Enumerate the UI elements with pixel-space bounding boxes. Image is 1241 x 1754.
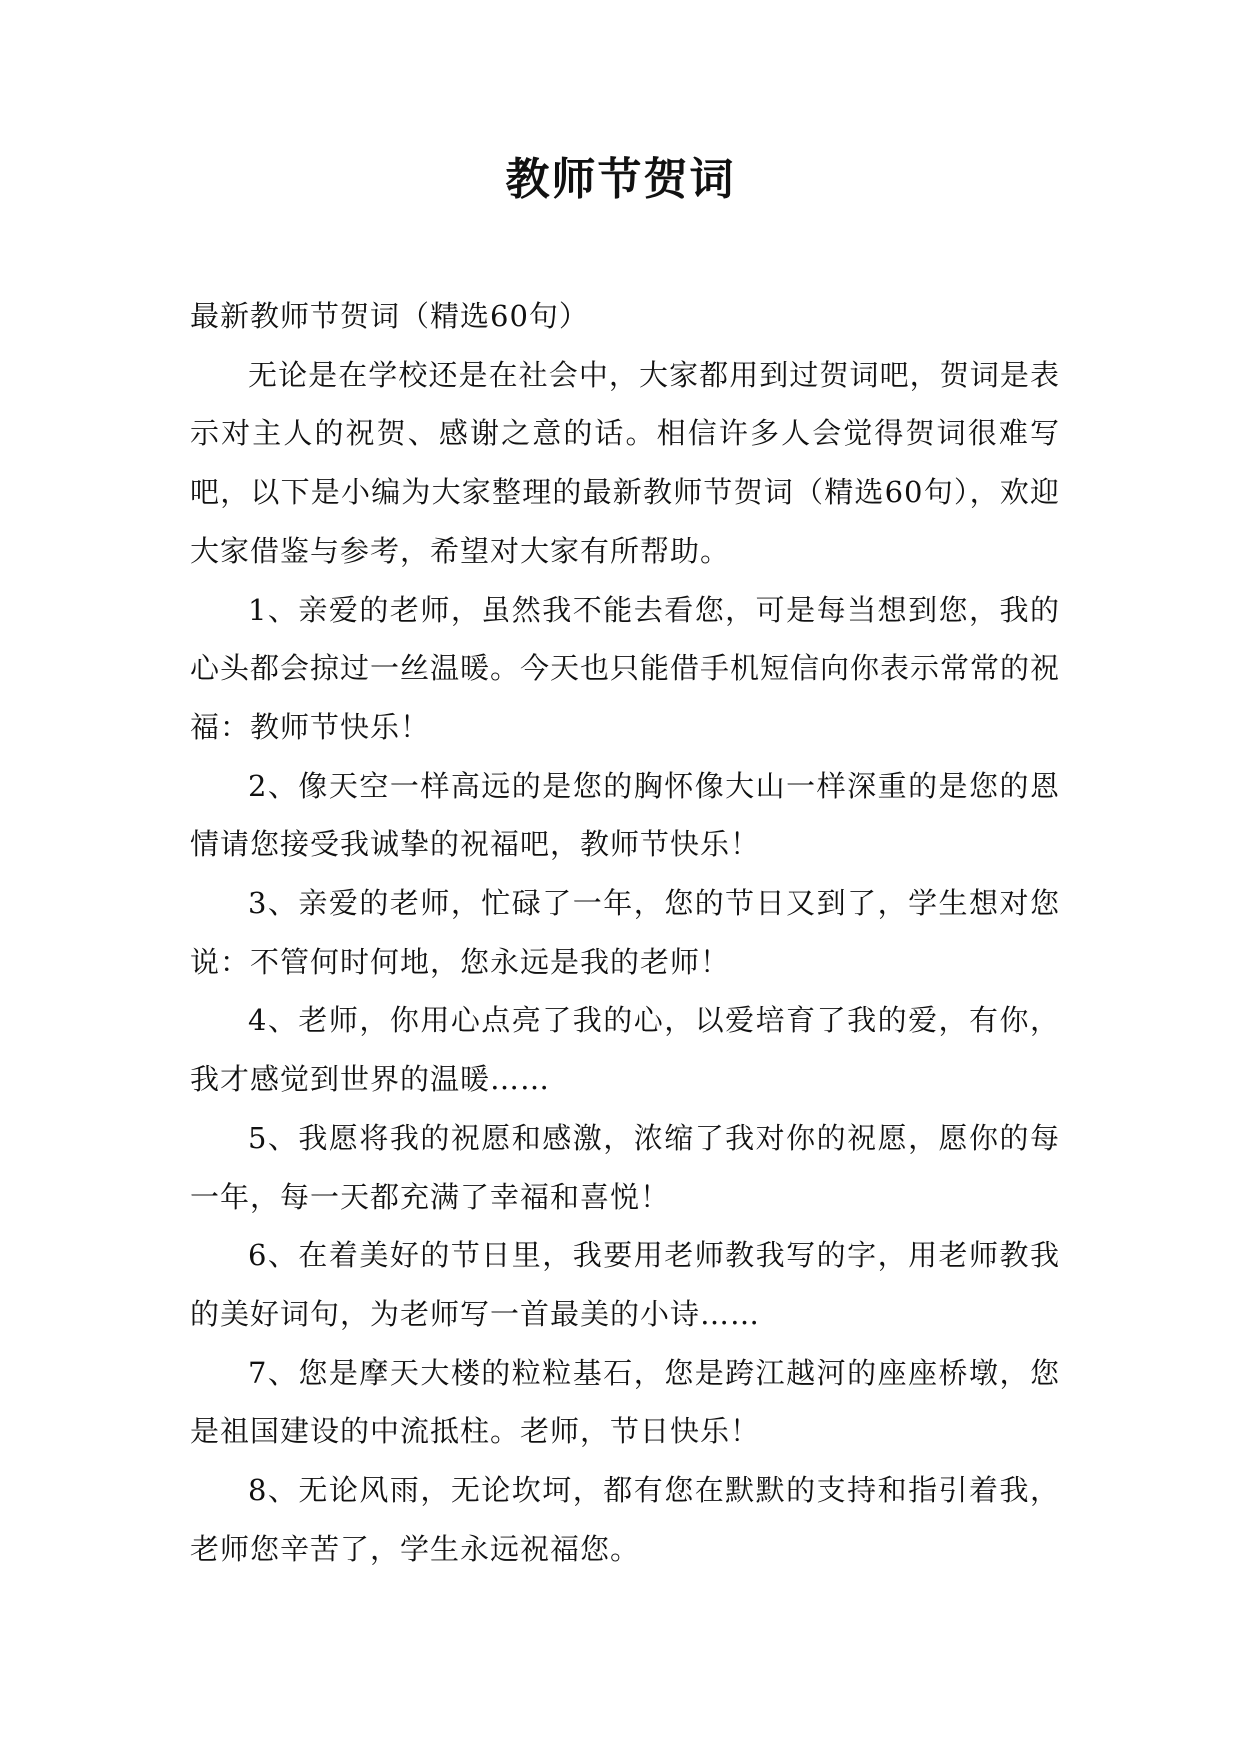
greeting-item: 6、在着美好的节日里，我要用老师教我写的字，用老师教我的美好词句，为老师写一首最美的小诗…… — [190, 1238, 1060, 1331]
greeting-item: 5、我愿将我的祝愿和感激，浓缩了我对你的祝愿，愿你的每一年，每一天都充满了幸福和喜悦！ — [190, 1120, 1060, 1214]
greeting-item: 1、亲爱的老师，虽然我不能去看您，可是每当想到您，我的心头都会掠过一丝温暖。今天也只能借手机短信向你表示常常的祝福：教师节快乐！ — [190, 592, 1061, 744]
greeting-item: 7、您是摩天大楼的粒粒基石，您是跨江越河的座座桥墩，您是祖国建设的中流抵柱。老师，节日快乐！ — [190, 1355, 1060, 1449]
document-body — [190, 287, 1060, 1578]
greeting-item: 8、无论风雨，无论坎坷，都有您在默默的支持和指引着我，老师您辛苦了，学生永远祝福您。 — [190, 1473, 1060, 1566]
document-title: 教师节贺词 — [505, 154, 736, 205]
intro-paragraph: 无论是在学校还是在社会中，大家都用到过贺词吧，贺词是表示对主人的祝贺、感谢之意的话。相信许多人会觉得贺词很难写吧，以下是小编为大家整理的最新教师节贺词（精选60句），欢迎大家借鉴与参考，希望对大家有所帮助。 — [190, 357, 1060, 568]
greeting-item: 4、老师，你用心点亮了我的心，以爱培育了我的爱，有你，我才感觉到世界的温暖…… — [190, 1003, 1060, 1097]
document-subtitle: 最新教师节贺词（精选60句） — [190, 299, 589, 333]
greeting-item: 3、亲爱的老师，忙碌了一年，您的节日又到了，学生想对您说：不管何时何地，您永远是我的老师！ — [190, 886, 1060, 979]
greeting-item: 2、像天空一样高远的是您的胸怀像大山一样深重的是您的恩情请您接受我诚挚的祝福吧，教师节快乐！ — [190, 768, 1060, 862]
